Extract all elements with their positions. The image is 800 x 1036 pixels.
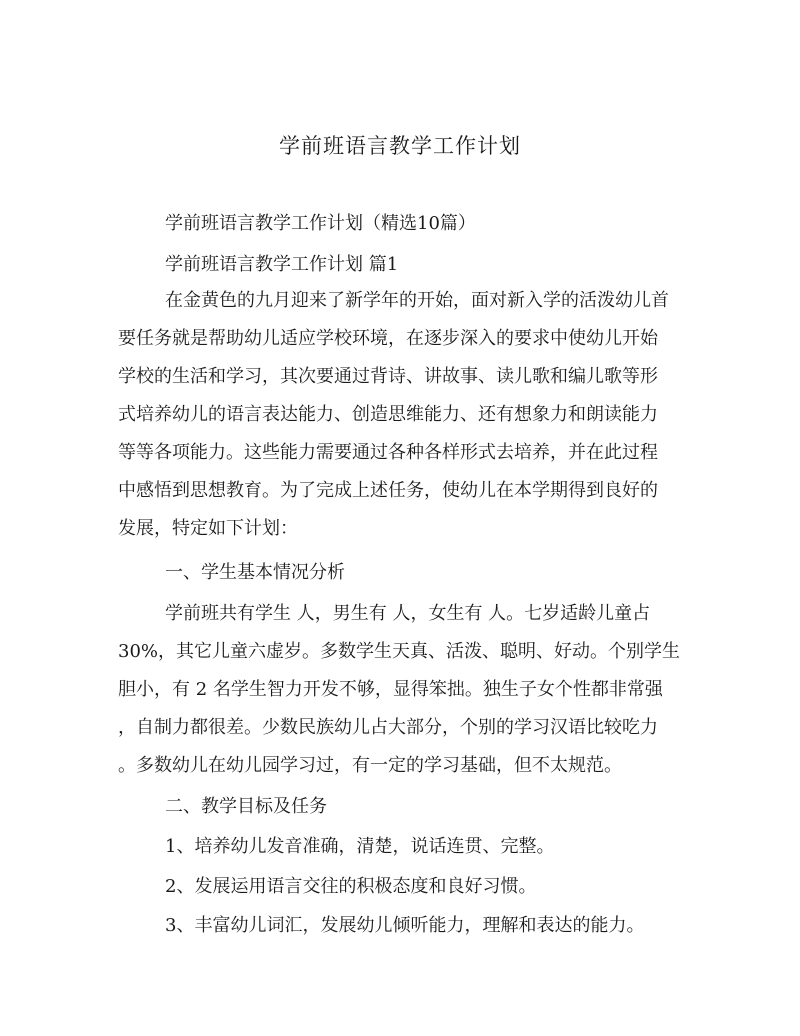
paragraph-line: 在金黄色的九月迎来了新学年的开始，面对新入学的活泼幼儿首 [165, 290, 669, 311]
heading-goals: 二、教学目标及任务 [165, 796, 327, 817]
goal-item: 3、丰富幼儿词汇，发展幼儿倾听能力，理解和表达的能力。 [165, 915, 645, 936]
paragraph-line: 发展，特定如下计划： [118, 518, 298, 539]
goal-item: 1、培养幼儿发音准确，清楚，说话连贯、完整。 [165, 836, 555, 857]
paragraph-line: 。多数幼儿在幼儿园学习过，有一定的学习基础，但不太规范。 [118, 755, 622, 776]
document-title: 学前班语言教学工作计划 [279, 134, 521, 158]
paragraph-line: 中感悟到思想教育。为了完成上述任务，使幼儿在本学期得到良好的 [118, 480, 658, 501]
section-heading: 学前班语言教学工作计划 篇1 [165, 254, 399, 275]
paragraph-line: 30%，其它儿童六虚岁。多数学生天真、活泼、聪明、好动。个别学生 [118, 641, 681, 662]
paragraph-line: 要任务就是帮助幼儿适应学校环境，在逐步深入的要求中使幼儿开始 [118, 328, 658, 349]
paragraph-line: 式培养幼儿的语言表达能力、创造思维能力、还有想象力和朗读能力 [118, 404, 658, 425]
paragraph-line: 学校的生活和学习，其次要通过背诗、讲故事、读儿歌和编儿歌等形 [118, 366, 658, 387]
paragraph-line: 等等各项能力。这些能力需要通过各种各样形式去培养，并在此过程 [118, 442, 658, 463]
paragraph-line: 学前班共有学生 人，男生有 人，女生有 人。七岁适龄儿童占 [165, 603, 651, 624]
paragraph-line: 胆小，有 2 名学生智力开发不够，显得笨拙。独生子女个性都非常强 [118, 679, 663, 700]
document-subtitle: 学前班语言教学工作计划（精选10篇） [165, 213, 476, 234]
heading-student-analysis: 一、学生基本情况分析 [165, 562, 345, 583]
paragraph-line: ，自制力都很差。少数民族幼儿占大部分，个别的学习汉语比较吃力 [118, 717, 658, 738]
goal-item: 2、发展运用语言交往的积极态度和良好习惯。 [165, 876, 537, 897]
